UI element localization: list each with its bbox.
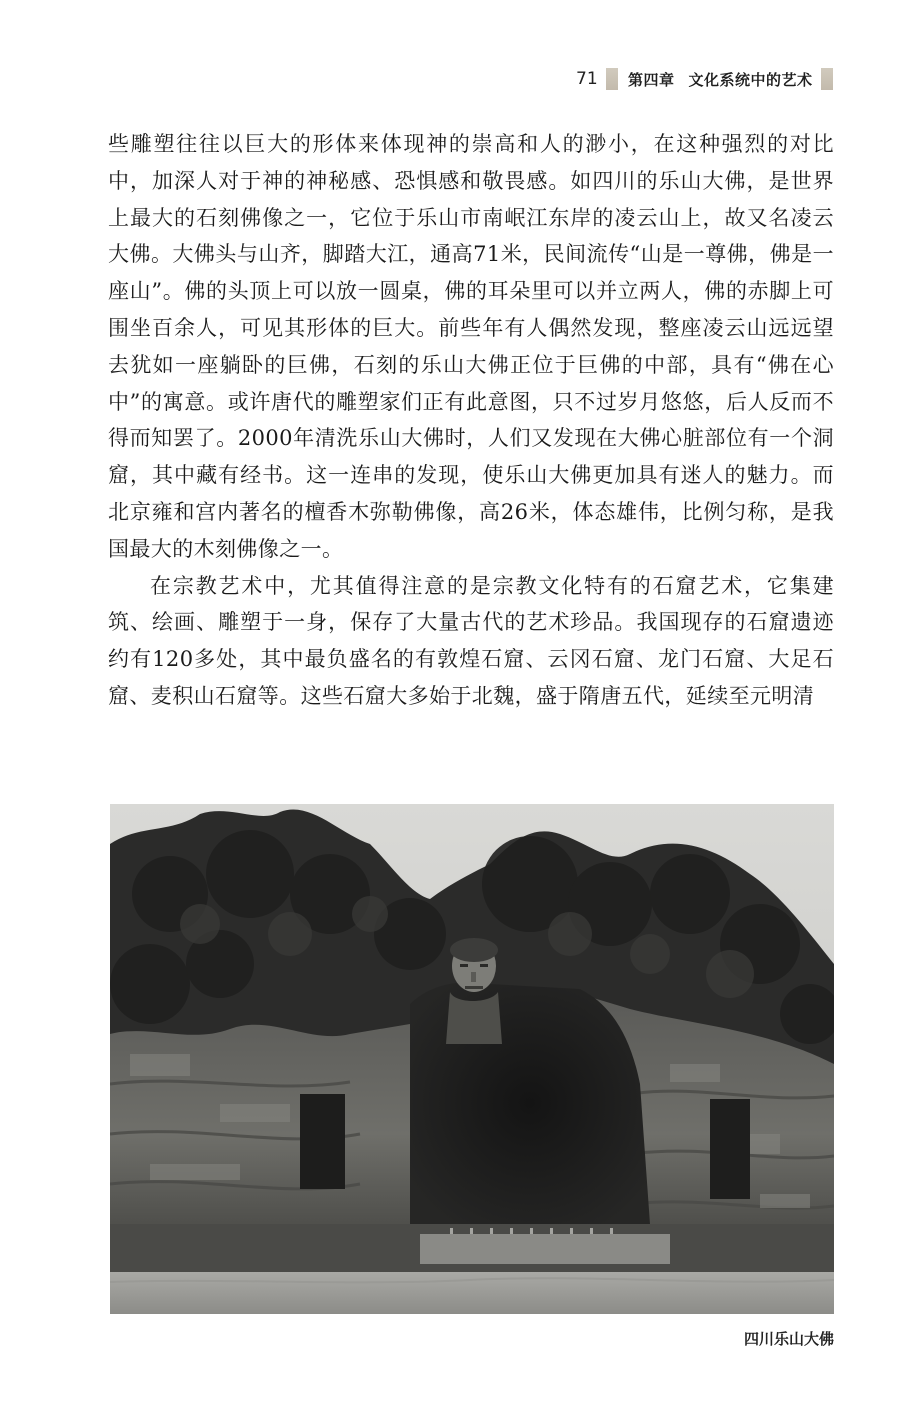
paragraph-2: 在宗教艺术中，尤其值得注意的是宗教文化特有的石窟艺术，它集建筑、绘画、雕塑于一身，保存了大量古代的艺术珍品。我国现存的石窟遗迹约有120多处，其中最负盛名的有敦煌石窟、云冈石窟、龙门石窟、大足石窟、麦积山石窟等。这些石窟大多始于北魏，盛于隋唐五代，延续至元明清 bbox=[108, 573, 834, 708]
page-number: 71 bbox=[576, 69, 598, 89]
body-text bbox=[108, 126, 834, 715]
paragraph-1: 些雕塑往往以巨大的形体来体现神的崇高和人的渺小，在这种强烈的对比中，加深人对于神的神秘感、恐惧感和敬畏感。如四川的乐山大佛，是世界上最大的石刻佛像之一，它位于乐山市南岷江东岸的凌云山上，故又名凌云大佛。大佛头与山齐，脚踏大江，通高71米，民间流传“山是一尊佛，佛是一座山”。佛的头顶上可以放一圆桌，佛的耳朵里可以并立两人，佛的赤脚上可围坐百余人，可见其形体的巨大。前些年有人偶然发现，整座凌云山远远望去犹如一座躺卧的巨佛，石刻的乐山大佛正位于巨佛的中部，具有“佛在心中”的寓意。或许唐代的雕塑家们正有此意图，只不过岁月悠悠，后人反而不得而知罢了。2000年清洗乐山大佛时，人们又发现在大佛心脏部位有一个洞窟，其中藏有经书。这一连串的发现，使乐山大佛更加具有迷人的魅力。而北京雍和宫内著名的檀香木弥勒佛像，高26米，体态雄伟，比例匀称，是我国最大的木刻佛像之一。 bbox=[108, 132, 834, 561]
running-header bbox=[576, 66, 838, 92]
leshan-buddha-photo bbox=[110, 804, 834, 1314]
figure-caption: 四川乐山大佛 bbox=[743, 1330, 834, 1348]
header-divider-bar bbox=[606, 68, 618, 90]
chapter-heading bbox=[628, 69, 813, 90]
header-end-bar bbox=[821, 68, 833, 90]
chapter-title: 文化系统中的艺术 bbox=[688, 70, 813, 89]
chapter-number: 第四章 bbox=[628, 70, 675, 89]
